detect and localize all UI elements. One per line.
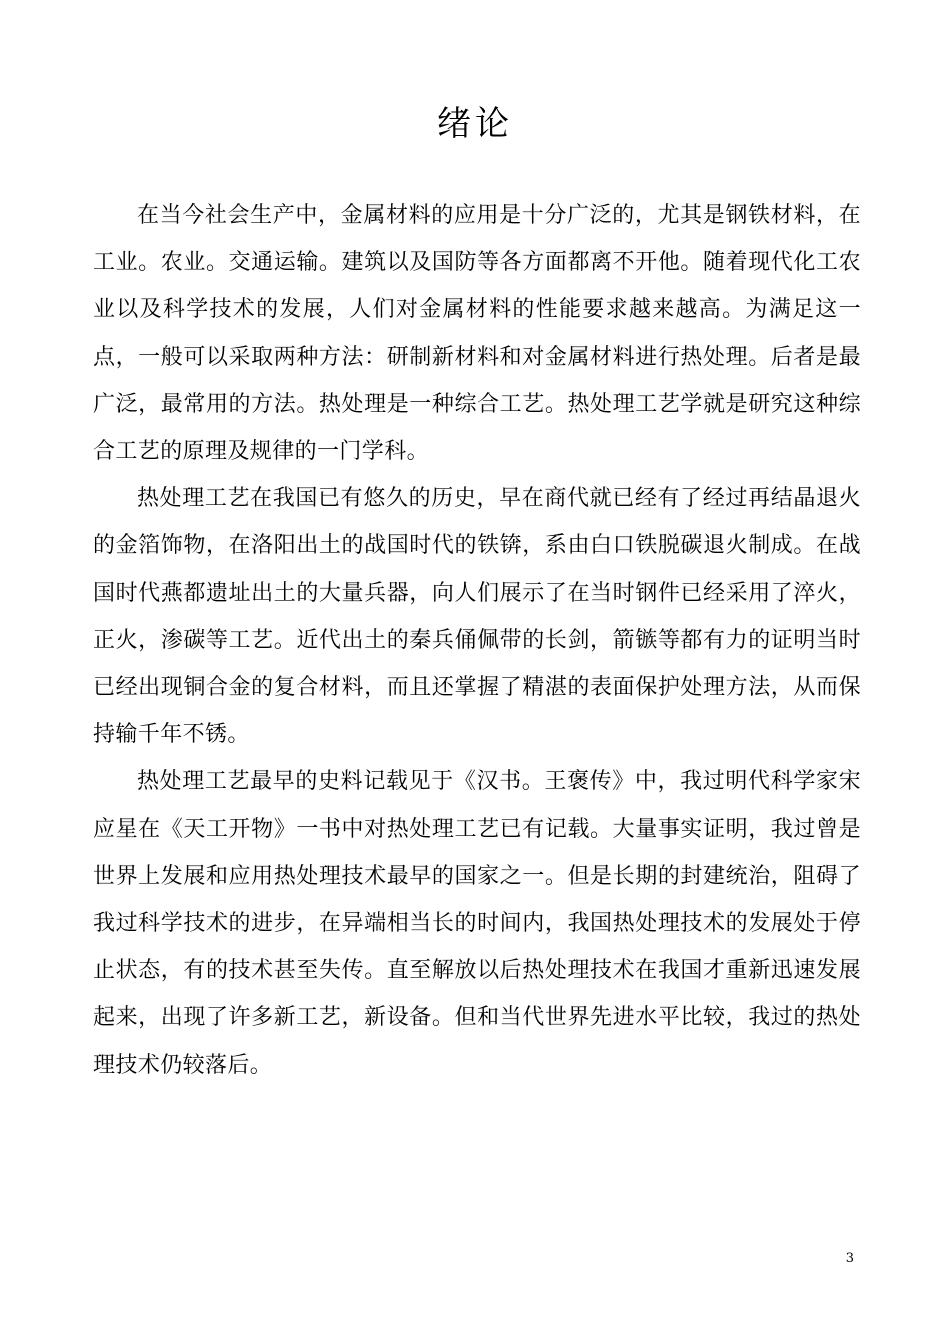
body-text [93, 192, 861, 1089]
page-title: 绪论 [437, 104, 513, 144]
paragraph-2: 热处理工艺在我国已有悠久的历史，早在商代就已经有了经过再结晶退火的金箔饰物，在洛阳出土的战国时代的铁锛，系由白口铁脱碳退火制成。在战国时代燕都遗址出土的大量兵器，向人们展示了在当时钢件已经采用了淬火，正火，渗碳等工艺。近代出土的秦兵俑佩带的长剑，箭镞等都有力的证明当时已经出现铜合金的复合材料，而且还掌握了精湛的表面保护处理方法，从而保持输千年不锈。 [93, 486, 861, 748]
page-number: 3 [845, 1251, 854, 1266]
paragraph-3: 热处理工艺最早的史料记载见于《汉书。王褒传》中，我过明代科学家宋应星在《天工开物》一书中对热处理工艺已有记载。大量事实证明，我过曾是世界上发展和应用热处理技术最早的国家之一。但是长期的封建统治，阻碍了我过科学技术的进步，在异端相当长的时间内，我国热处理技术的发展处于停止状态，有的技术甚至失传。直至解放以后热处理技术在我国才重新迅速发展起来，出现了许多新工艺，新设备。但和当代世界先进水平比较，我过的热处理技术仍较落后。 [93, 769, 861, 1078]
paragraph-1: 在当今社会生产中，金属材料的应用是十分广泛的，尤其是钢铁材料，在工业。农业。交通运输。建筑以及国防等各方面都离不开他。随着现代化工农业以及科学技术的发展，人们对金属材料的性能要求越来越高。为满足这一点，一般可以采取两种方法：研制新材料和对金属材料进行热处理。后者是最广泛，最常用的方法。热处理是一种综合工艺。热处理工艺学就是研究这种综合工艺的原理及规律的一门学科。 [93, 203, 861, 465]
